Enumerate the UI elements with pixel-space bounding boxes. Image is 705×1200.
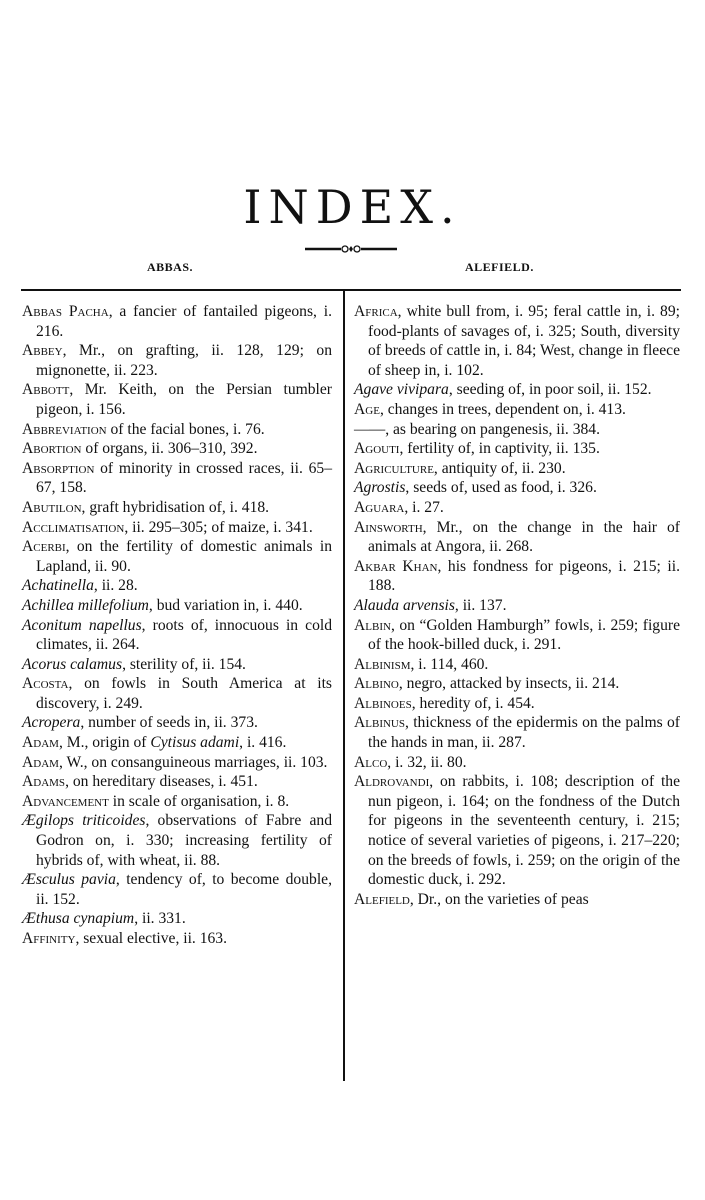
index-entry xyxy=(354,674,680,694)
index-entry xyxy=(22,341,332,380)
index-entry xyxy=(22,498,332,518)
entry-headword: Ainsworth xyxy=(354,518,423,536)
entry-text: , i. 114, 460. xyxy=(410,655,489,673)
index-entry xyxy=(354,518,680,557)
entry-text: , ii. 137. xyxy=(454,596,507,614)
column-divider xyxy=(343,291,345,1081)
index-entry xyxy=(22,733,332,753)
index-column-left xyxy=(22,302,332,949)
entry-headword: Abortion xyxy=(22,440,82,458)
entry-text: , i. 32, ii. 80. xyxy=(387,753,467,771)
entry-text: , heredity of, i. 454. xyxy=(411,694,535,712)
entry-headword: —— xyxy=(354,420,386,438)
entry-text: , on the fertility of domestic animals in Lapland, ii. 90. xyxy=(36,538,332,575)
entry-headword: Alefield xyxy=(354,890,410,908)
index-entry xyxy=(354,655,680,675)
entry-headword-italic: Achillea millefolium xyxy=(22,596,149,614)
index-entry xyxy=(22,753,332,773)
entry-headword-italic: Æthusa cynapium xyxy=(22,910,135,928)
entry-text: , Dr., on the varieties of peas xyxy=(409,890,589,908)
entry-text: , white bull from, i. 95; feral cattle in, i. 89; food-plants of savages of, i. 325; South, diversity of breeds of cattle in, i. 84; West, change in fleece of sheep in, i. 102. xyxy=(368,303,680,379)
entry-headword: Acosta xyxy=(22,675,69,693)
entry-text: , Mr., on the change in the hair of animals at Angora, ii. 268. xyxy=(368,518,680,556)
entry-text: in scale of organisation, i. 8. xyxy=(108,792,290,810)
entry-text: , a fancier of fantailed pigeons, i. 216. xyxy=(36,303,332,340)
entry-text: , Mr. Keith, on the Persian tumbler pigeon, i. 156. xyxy=(36,381,332,418)
index-entry xyxy=(22,576,332,596)
page-title: INDEX. xyxy=(243,180,462,234)
entry-headword: Advancement xyxy=(22,792,109,810)
index-entry xyxy=(22,772,332,792)
index-entry xyxy=(354,713,680,752)
index-entry xyxy=(354,380,680,400)
entry-headword: Africa xyxy=(354,303,398,320)
index-entry xyxy=(354,400,680,420)
index-entry xyxy=(22,537,332,576)
index-entry xyxy=(22,420,332,440)
entry-headword-italic: Æsculus pavia xyxy=(22,871,116,889)
entry-headword-italic: Agave vivipara xyxy=(354,381,449,399)
index-entry xyxy=(354,498,680,518)
entry-headword: Albin xyxy=(354,616,391,634)
entry-italic: Cytisus adami xyxy=(150,734,240,752)
entry-headword: Albinus xyxy=(354,714,405,732)
entry-headword: Abbas Pacha xyxy=(22,303,109,320)
entry-text: , ii. 28. xyxy=(93,577,138,595)
index-entry xyxy=(22,909,332,929)
entry-text: , sexual elective, ii. 163. xyxy=(75,930,227,947)
index-entry xyxy=(22,380,332,419)
entry-text: of the facial bones, i. 76. xyxy=(106,420,265,438)
index-entry xyxy=(354,302,680,380)
entry-text: , tendency of, to become double, ii. 152. xyxy=(36,871,332,908)
index-entry xyxy=(354,694,680,714)
ornament-divider xyxy=(305,243,397,255)
index-entry xyxy=(354,753,680,773)
index-entry xyxy=(22,674,332,713)
entry-headword: Albino xyxy=(354,675,399,693)
entry-text: of organs, ii. 306–310, 392. xyxy=(81,440,258,458)
entry-headword: Absorption xyxy=(22,459,95,477)
entry-text: , number of seeds in, ii. 373. xyxy=(80,714,258,732)
index-entry xyxy=(354,890,680,910)
entry-text: , i. 416. xyxy=(239,734,287,752)
entry-text: , his fondness for pigeons, i. 215; ii. 188. xyxy=(368,557,680,595)
index-entry xyxy=(354,596,680,616)
index-entry xyxy=(22,616,332,655)
entry-text: , seeding of, in poor soil, ii. 152. xyxy=(448,381,652,399)
entry-headword: Age xyxy=(354,400,380,418)
entry-headword: Akbar Khan xyxy=(354,557,438,575)
entry-text: , thickness of the epidermis on the palms of the hands in man, ii. 287. xyxy=(368,714,680,752)
entry-headword-italic: Aconitum napellus xyxy=(22,616,142,634)
entry-text: , on fowls in South America at its discovery, i. 249. xyxy=(36,675,332,712)
entry-headword-italic: Achatinella xyxy=(22,577,94,595)
entry-headword: Agouti xyxy=(354,440,400,458)
index-entry xyxy=(354,459,680,479)
entry-text: , antiquity of, ii. 230. xyxy=(433,459,566,477)
entry-text: , on rabbits, i. 108; description of the nun pigeon, i. 164; on the fondness of the Dutch for pigeons in the seventeenth century, i. 215; notice of several varieties of pigeons, i. 217–220; on the breeds of fowls, i. 259; on the origin of the domestic duck, i. 292. xyxy=(368,773,680,889)
index-entry xyxy=(354,616,680,655)
index-entry xyxy=(354,557,680,596)
entry-headword-italic: Acorus calamus xyxy=(22,655,123,673)
entry-headword: Abbott xyxy=(22,381,70,399)
index-entry xyxy=(22,439,332,459)
entry-headword: Adam xyxy=(22,734,59,752)
entry-headword: Adam xyxy=(22,753,59,771)
entry-text: of minority in crossed races, ii. 65–67, 158. xyxy=(36,459,332,497)
entry-headword: Albinoes xyxy=(354,694,412,712)
index-entry xyxy=(354,439,680,459)
entry-headword: Acclimatisation xyxy=(22,518,125,536)
entry-text: , seeds of, used as food, i. 326. xyxy=(405,479,597,497)
entry-text: , i. 27. xyxy=(404,498,444,516)
running-head-left: ABBAS. xyxy=(147,260,194,274)
running-head-right: ALEFIELD. xyxy=(465,260,534,274)
index-entry xyxy=(22,518,332,538)
entry-text: , on hereditary diseases, i. 451. xyxy=(65,773,258,791)
entry-text: , W., on consanguineous marriages, ii. 103. xyxy=(58,753,328,771)
index-entry xyxy=(354,420,680,440)
index-entry xyxy=(354,772,680,890)
index-entry xyxy=(22,792,332,812)
index-entry xyxy=(22,459,332,498)
index-entry xyxy=(22,929,332,949)
entry-text: , on “Golden Hamburgh” fowls, i. 259; figure of the hook-billed duck, i. 291. xyxy=(368,616,680,654)
index-entry xyxy=(22,655,332,675)
entry-headword: Affinity xyxy=(22,930,76,947)
index-entry xyxy=(22,596,332,616)
entry-headword-italic: Acropera xyxy=(22,714,81,732)
entry-headword: Adams xyxy=(22,773,66,791)
entry-headword-italic: Alauda arvensis xyxy=(354,596,455,614)
entry-headword: Abutilon xyxy=(22,498,82,516)
entry-text: , M., origin of xyxy=(58,734,151,752)
entry-text: , changes in trees, dependent on, i. 413. xyxy=(379,400,626,418)
entry-headword: Albinism xyxy=(354,655,411,673)
entry-text: , ii. 331. xyxy=(134,910,186,928)
entry-headword: Abbey xyxy=(22,342,63,360)
entry-text: , sterility of, ii. 154. xyxy=(122,655,246,673)
entry-text: , fertility of, in captivity, ii. 135. xyxy=(399,440,600,458)
top-rule xyxy=(21,289,681,291)
index-entry xyxy=(22,302,332,341)
index-entry xyxy=(22,870,332,909)
entry-headword: Alco xyxy=(354,753,388,771)
entry-headword: Abbreviation xyxy=(22,420,107,438)
entry-headword: Acerbi xyxy=(22,538,66,556)
entry-text: , ii. 295–305; of maize, i. 341. xyxy=(124,518,313,536)
entry-headword: Aguara xyxy=(354,498,405,516)
entry-text: , observations of Fabre and Godron on, i. 330; increasing fertility of hybrids of, with wheat, ii. 88. xyxy=(36,812,332,869)
entry-headword: Agriculture xyxy=(354,459,434,477)
index-entry xyxy=(22,811,332,870)
entry-headword-italic: Ægilops triticoides xyxy=(22,812,146,830)
entry-headword: Aldrovandi xyxy=(354,773,430,791)
entry-text: , roots of, innocuous in cold climates, ii. 264. xyxy=(36,616,332,654)
entry-text: , as bearing on pangenesis, ii. 384. xyxy=(385,420,600,438)
index-column-right xyxy=(354,302,680,909)
entry-headword-italic: Agrostis xyxy=(354,479,406,497)
index-entry xyxy=(354,478,680,498)
entry-text: , Mr., on grafting, ii. 128, 129; on mignonette, ii. 223. xyxy=(36,342,332,379)
entry-text: , negro, attacked by insects, ii. 214. xyxy=(398,675,620,693)
entry-text: , graft hybridisation of, i. 418. xyxy=(81,498,270,516)
entry-text: , bud variation in, i. 440. xyxy=(148,596,303,614)
index-entry xyxy=(22,713,332,733)
